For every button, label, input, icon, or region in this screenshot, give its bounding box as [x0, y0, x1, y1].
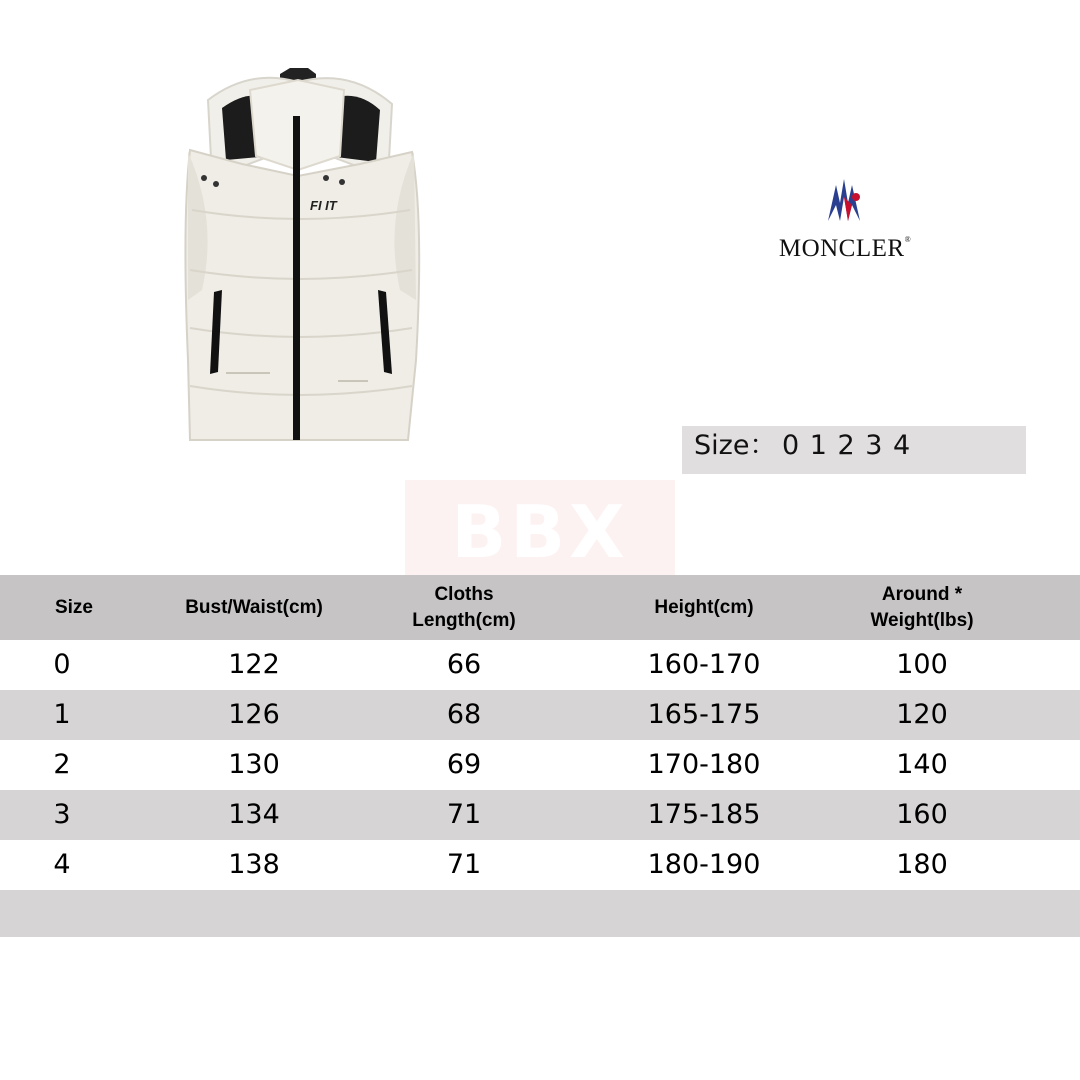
header-size: Size: [54, 596, 94, 618]
size-chart-table: [0, 575, 1080, 937]
header-height: Height(cm): [654, 596, 754, 618]
table-row: [0, 840, 1080, 890]
cell-height: 175-185: [647, 799, 761, 830]
cell-size: 1: [53, 699, 71, 730]
cell-weight: 180: [896, 849, 948, 880]
cell-weight: 100: [896, 649, 948, 680]
brand-wordmark: [770, 235, 920, 263]
product-photo: [130, 60, 470, 460]
cell-bust-waist: 134: [228, 799, 280, 830]
cell-height: 165-175: [647, 699, 761, 730]
cell-weight: 160: [896, 799, 948, 830]
cell-cloths-length: 68: [446, 699, 482, 730]
cell-cloths-length: 71: [446, 849, 482, 880]
cell-height: 180-190: [647, 849, 761, 880]
cell-cloths-length: 71: [446, 799, 482, 830]
brand-logo: [770, 175, 920, 270]
cell-cloths-length: 66: [446, 649, 482, 680]
chest-print: FI IT: [310, 198, 337, 213]
brand-name: MONCLER: [778, 235, 905, 262]
table-header: [0, 575, 1080, 640]
table-row: [0, 740, 1080, 790]
cell-weight: 140: [896, 749, 948, 780]
cell-cloths-length: 69: [446, 749, 482, 780]
cell-height: 160-170: [647, 649, 761, 680]
size-availability: [682, 426, 1026, 474]
header-bust-waist: Bust/Waist(cm): [185, 596, 323, 618]
brand-mountain-icon: [822, 175, 866, 225]
table-footer-band: [0, 890, 1080, 937]
cell-bust-waist: 138: [228, 849, 280, 880]
header-cloths-length: [364, 575, 564, 640]
watermark: [405, 480, 675, 575]
cell-bust-waist: 126: [228, 699, 280, 730]
header-weight: [822, 575, 1022, 640]
cell-bust-waist: 122: [228, 649, 280, 680]
cell-size: 2: [53, 749, 71, 780]
vest-illustration: [130, 60, 470, 460]
header-weight-text: Around * Weight(lbs): [870, 583, 974, 631]
cell-bust-waist: 130: [228, 749, 280, 780]
cell-height: 170-180: [647, 749, 761, 780]
watermark-text: BBX: [451, 490, 629, 574]
size-label: Size：: [694, 430, 777, 461]
registered-mark: ®: [904, 235, 912, 244]
table-row: [0, 640, 1080, 690]
size-values: 0 1 2 3 4: [782, 430, 911, 461]
cell-size: 3: [53, 799, 71, 830]
table-row: [0, 790, 1080, 840]
cell-weight: 120: [896, 699, 948, 730]
table-row: [0, 690, 1080, 740]
cell-size: 0: [53, 649, 71, 680]
cell-size: 4: [53, 849, 71, 880]
header-cloths-length-text: Cloths Length(cm): [412, 583, 516, 631]
